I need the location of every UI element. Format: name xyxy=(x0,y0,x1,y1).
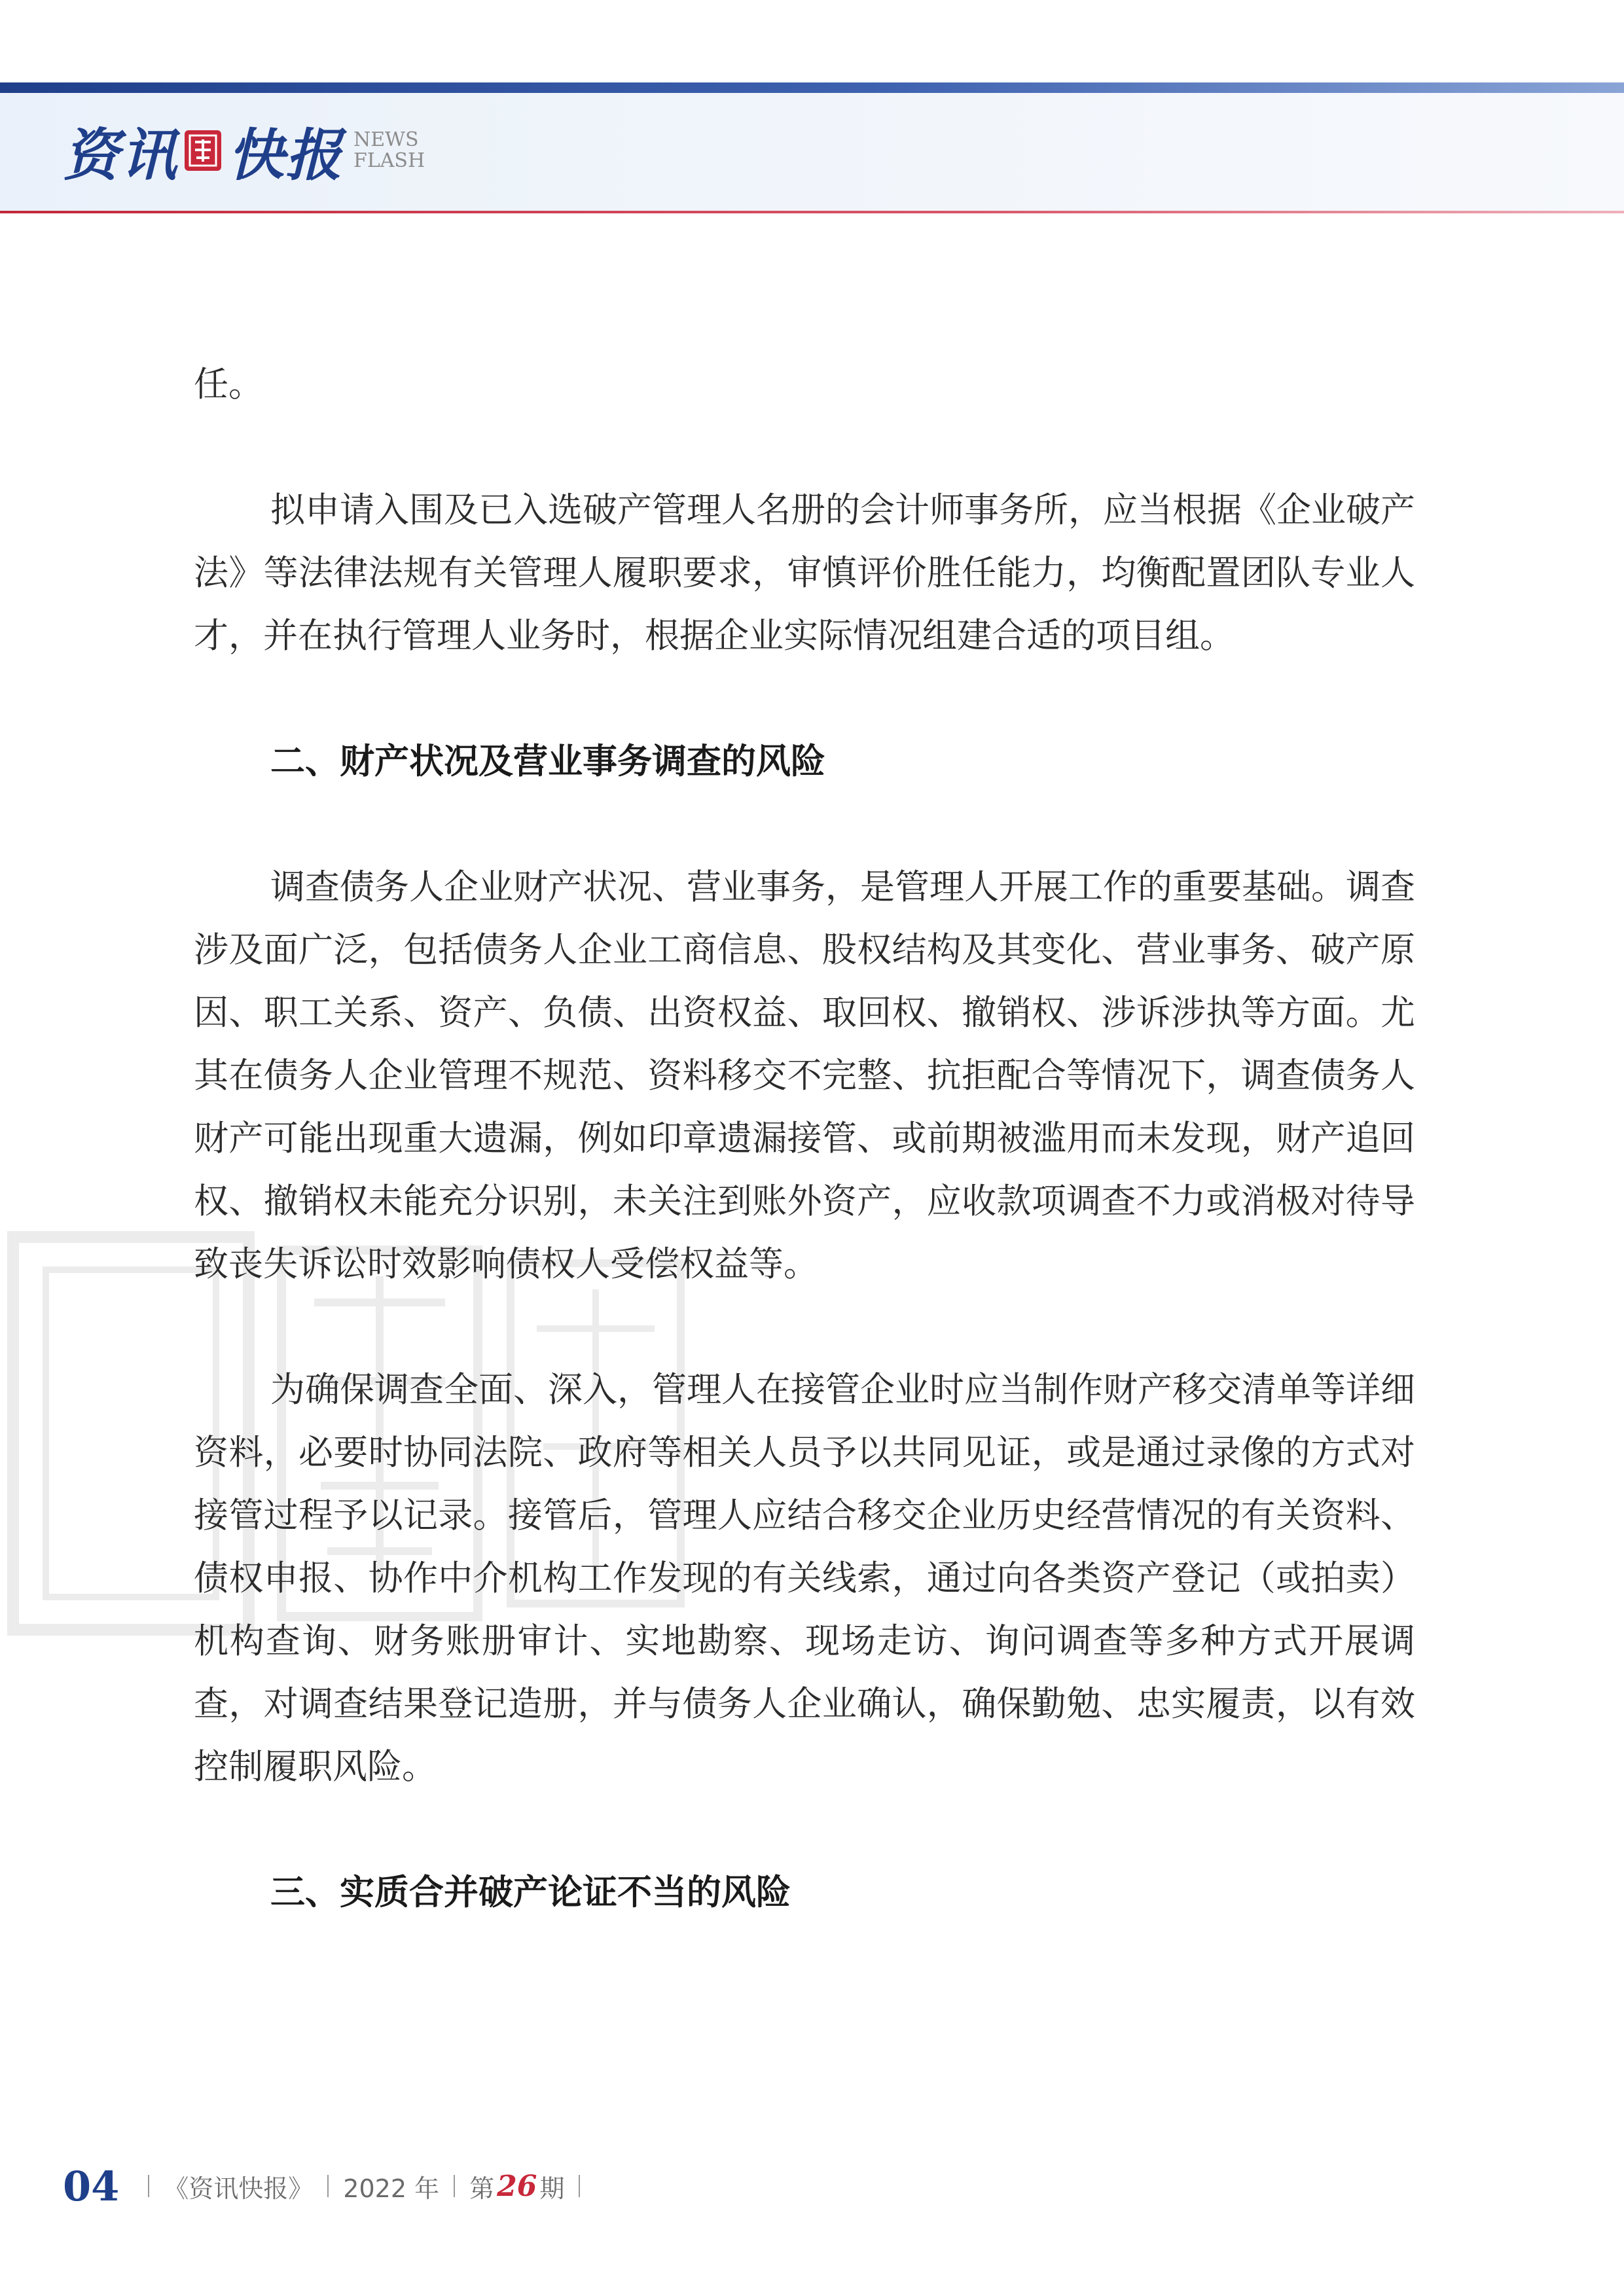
brand-english xyxy=(353,130,425,171)
issue-suffix: 期 xyxy=(539,2174,565,2203)
header-top-bar xyxy=(0,82,1624,93)
brand-english-line2: FLASH xyxy=(353,149,425,172)
brand-title-part1: 资讯 xyxy=(63,122,178,188)
paragraph: 拟申请入围及已入选破产管理人名册的会计师事务所，应当根据《企业破产法》等法律法规有关管理人履职要求，审慎评价胜任能力，均衡配置团队专业人才，并在执行管理人业务时，根据企业实际情况组建合适的项目组。 xyxy=(194,490,1415,656)
brand-logo xyxy=(63,105,425,196)
issue-number: 26 xyxy=(497,2169,537,2203)
issue-prefix: 第 xyxy=(469,2174,495,2203)
brand-seal-icon xyxy=(185,130,221,171)
brand-english-line1: NEWS xyxy=(353,128,419,151)
footer-separator xyxy=(148,2175,149,2197)
page-footer xyxy=(63,2160,594,2212)
page-number: 04 xyxy=(63,2162,120,2210)
publication-year: 2022 年 xyxy=(343,2174,440,2203)
footer-separator xyxy=(327,2175,329,2197)
section-heading-3: 三、实质合并破产论证不当的风险 xyxy=(270,1873,791,1912)
footer-separator xyxy=(454,2175,455,2197)
header-divider xyxy=(0,211,1624,213)
footer-separator xyxy=(579,2175,580,2197)
section-heading-2: 二、财产状况及营业事务调查的风险 xyxy=(270,742,825,781)
paragraph: 调查债务人企业财产状况、营业事务，是管理人开展工作的重要基础。调查涉及面广泛，包括债务人企业工商信息、股权结构及其变化、营业事务、破产原因、职工关系、资产、负债、出资权益、取回权、撤销权、涉诉涉执等方面。尤其在债务人企业管理不规范、资料移交不完整、抗拒配合等情况下，调查债务人财产可能出现重大遗漏，例如印章遗漏接管、或前期被滥用而未发现，财产追回权、撤销权未能充分识别，未关注到账外资产，应收款项调查不力或消极对待导致丧失诉讼时效影响债权人受偿权益等。 xyxy=(194,867,1415,1284)
brand-title-part2: 快报 xyxy=(228,122,343,188)
article-body xyxy=(194,353,1415,1924)
paragraph-continuation: 任。 xyxy=(194,365,263,404)
publication-name: 《资讯快报》 xyxy=(164,2174,314,2203)
paragraph: 为确保调查全面、深入，管理人在接管企业时应当制作财产移交清单等详细资料，必要时协同法院、政府等相关人员予以共同见证，或是通过录像的方式对接管过程予以记录。接管后，管理人应结合移交企业历史经营情况的有关资料、债权申报、协作中介机构工作发现的有关线索，通过向各类资产登记（或拍卖）机构查询、财务账册审计、实地勘察、现场走访、询问调查等多种方式开展调查，对调查结果登记造册，并与债务人企业确认，确保勤勉、忠实履责，以有效控制履职风险。 xyxy=(194,1370,1415,1787)
